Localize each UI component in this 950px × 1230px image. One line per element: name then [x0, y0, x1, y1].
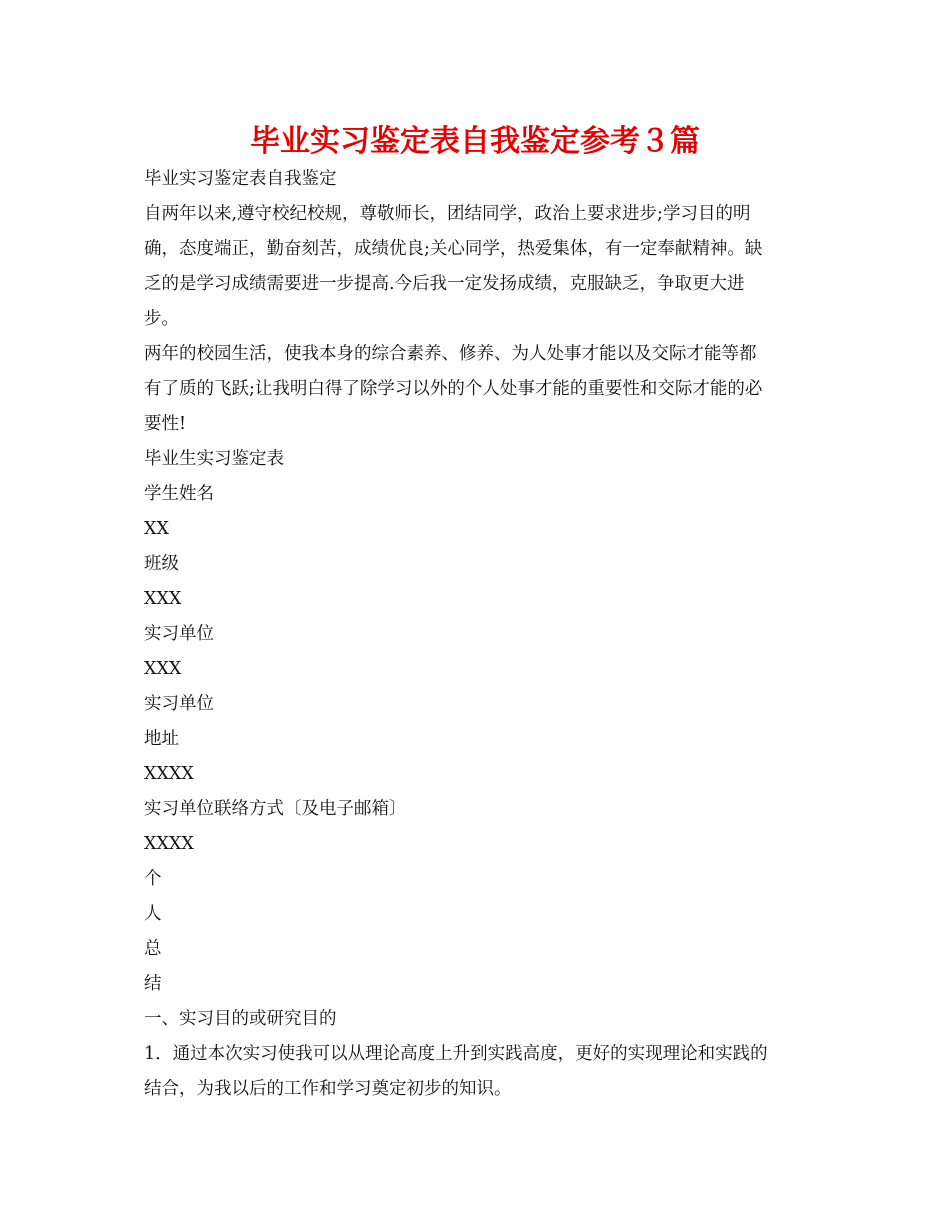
form-value: XXX	[144, 659, 182, 679]
form-label: 实习单位联络方式〔及电子邮箱〕	[144, 799, 407, 819]
form-value: XXX	[144, 589, 182, 609]
paragraph-line: 自两年以来,遵守校纪校规，尊敬师长，团结同学，政治上要求进步;学习目的明	[144, 204, 751, 224]
vertical-label-char: 结	[144, 974, 162, 994]
vertical-label-char: 个	[144, 869, 162, 889]
document-body	[144, 162, 814, 1107]
paragraph-line: 两年的校园生活，使我本身的综合素养、修养、为人处事才能以及交际才能等都	[144, 344, 757, 364]
paragraph-line: 步。	[144, 309, 179, 329]
form-value: XX	[144, 519, 169, 539]
form-value: XXXX	[144, 764, 194, 784]
form-label: 实习单位	[144, 694, 214, 714]
vertical-label-char: 总	[144, 939, 162, 959]
document-title: 毕业实习鉴定表自我鉴定参考３篇	[250, 124, 700, 159]
paragraph-line: 结合，为我以后的工作和学习奠定初步的知识。	[144, 1079, 512, 1099]
section-heading: 毕业实习鉴定表自我鉴定	[144, 169, 337, 189]
paragraph-line: 乏的是学习成绩需要进一步提高.今后我一定发扬成绩，克服缺乏，争取更大进	[144, 274, 745, 294]
vertical-label-char: 人	[144, 904, 162, 924]
section-heading: 一、实习目的或研究目的	[144, 1009, 337, 1029]
paragraph-line: 确，态度端正，勤奋刻苦，成绩优良;关心同学，热爱集体，有一定奉献精神。缺	[144, 239, 763, 259]
form-label: 地址	[144, 729, 179, 749]
section-heading: 毕业生实习鉴定表	[144, 449, 284, 469]
form-label: 班级	[144, 554, 179, 574]
form-value: XXXX	[144, 834, 194, 854]
paragraph-line: 有了质的飞跃;让我明白得了除学习以外的个人处事才能的重要性和交际才能的必	[144, 379, 763, 399]
form-label: 学生姓名	[144, 484, 214, 504]
form-label: 实习单位	[144, 624, 214, 644]
paragraph-line: 要性!	[144, 414, 187, 434]
paragraph-line: 1．通过本次实习使我可以从理论高度上升到实践高度，更好的实现理论和实践的	[144, 1044, 768, 1064]
